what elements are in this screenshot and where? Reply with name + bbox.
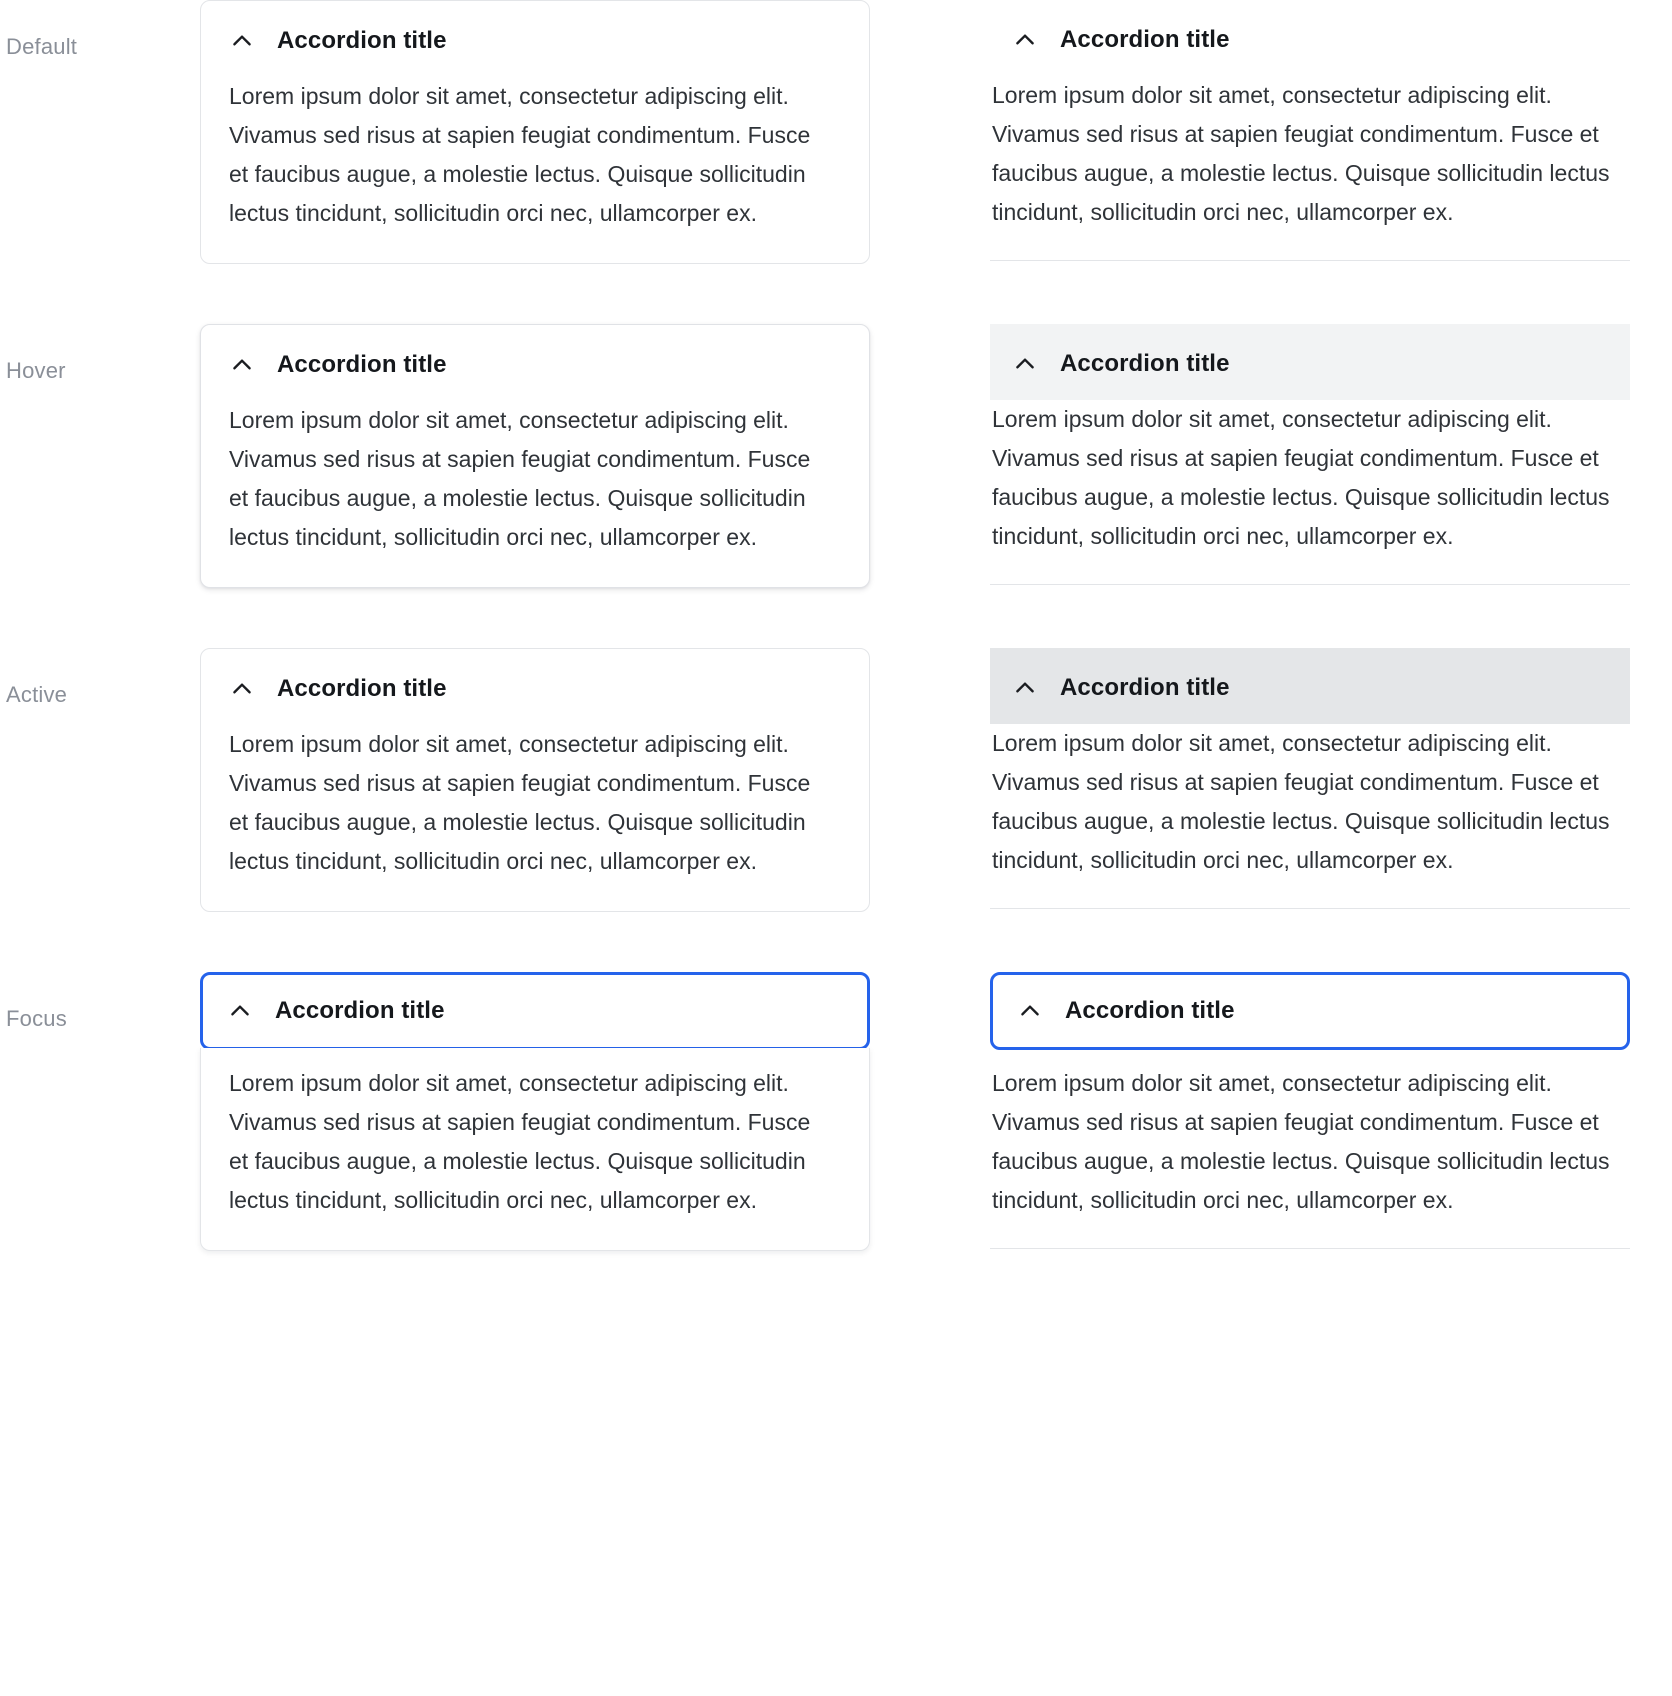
state-label-hover: Hover bbox=[6, 358, 66, 383]
accordion-title: Accordion title bbox=[277, 27, 447, 54]
state-label-default: Default bbox=[6, 34, 78, 59]
row-spacer bbox=[0, 912, 1672, 972]
chevron-up-icon bbox=[227, 998, 253, 1024]
accordion-body: Lorem ipsum dolor sit amet, consectetur adipiscing elit. Vivamus sed risus at sapien feugiat condimentum. Fusce et faucibus augue, a molestie lectus. Quisque sollicitudin lectus tincidunt, sollicitudin orci nec, ullamcorper ex. bbox=[992, 1070, 1610, 1213]
accordion-body: Lorem ipsum dolor sit amet, consectetur adipiscing elit. Vivamus sed risus at sapien feugiat condimentum. Fusce et faucibus augue, a molestie lectus. Quisque sollicitudin lectus tincidunt, sollicitudin orci nec, ullamcorper ex. bbox=[229, 83, 811, 226]
row-spacer bbox=[0, 588, 1672, 648]
accordion-header[interactable] bbox=[201, 325, 869, 401]
accordion-body-wrap bbox=[200, 1048, 870, 1251]
accordion-active-plain bbox=[990, 648, 1630, 909]
accordion-default-card bbox=[200, 0, 870, 264]
accordion-focus-card bbox=[200, 972, 870, 1251]
chevron-up-icon bbox=[229, 676, 255, 702]
accordion-title: Accordion title bbox=[1060, 26, 1230, 53]
accordion-body: Lorem ipsum dolor sit amet, consectetur adipiscing elit. Vivamus sed risus at sapien feugiat condimentum. Fusce et faucibus augue, a molestie lectus. Quisque sollicitudin lectus tincidunt, sollicitudin orci nec, ullamcorper ex. bbox=[229, 1070, 811, 1213]
accordion-header[interactable] bbox=[201, 1, 869, 77]
accordion-header[interactable] bbox=[993, 975, 1627, 1047]
accordion-title: Accordion title bbox=[1060, 350, 1230, 377]
chevron-up-icon bbox=[1012, 27, 1038, 53]
accordion-header[interactable] bbox=[990, 648, 1630, 724]
accordion-card bbox=[200, 972, 870, 1251]
state-row-default bbox=[0, 0, 1672, 264]
accordion-card bbox=[200, 324, 870, 588]
accordion-header[interactable] bbox=[990, 0, 1630, 76]
accordion-active-card bbox=[200, 648, 870, 912]
accordion-body: Lorem ipsum dolor sit amet, consectetur adipiscing elit. Vivamus sed risus at sapien feugiat condimentum. Fusce et faucibus augue, a molestie lectus. Quisque sollicitudin lectus tincidunt, sollicitudin orci nec, ullamcorper ex. bbox=[229, 407, 811, 550]
accordion-title: Accordion title bbox=[275, 997, 445, 1024]
state-row-hover bbox=[0, 324, 1672, 588]
chevron-up-icon bbox=[229, 352, 255, 378]
row-spacer bbox=[0, 264, 1672, 324]
accordion-title: Accordion title bbox=[277, 351, 447, 378]
chevron-up-icon bbox=[1017, 998, 1043, 1024]
state-label-active: Active bbox=[6, 682, 68, 707]
state-row-active bbox=[0, 648, 1672, 912]
accordion-header-focus-ring bbox=[990, 972, 1630, 1050]
accordion-plain bbox=[990, 324, 1630, 585]
accordion-title: Accordion title bbox=[1065, 997, 1235, 1024]
chevron-up-icon bbox=[229, 28, 255, 54]
accordion-body: Lorem ipsum dolor sit amet, consectetur adipiscing elit. Vivamus sed risus at sapien feugiat condimentum. Fusce et faucibus augue, a molestie lectus. Quisque sollicitudin lectus tincidunt, sollicitudin orci nec, ullamcorper ex. bbox=[992, 406, 1610, 549]
accordion-plain bbox=[990, 648, 1630, 909]
accordion-header-focus-ring bbox=[200, 972, 870, 1050]
accordion-hover-card bbox=[200, 324, 870, 588]
accordion-body: Lorem ipsum dolor sit amet, consectetur adipiscing elit. Vivamus sed risus at sapien feugiat condimentum. Fusce et faucibus augue, a molestie lectus. Quisque sollicitudin lectus tincidunt, sollicitudin orci nec, ullamcorper ex. bbox=[992, 730, 1610, 873]
accordion-header[interactable] bbox=[203, 975, 867, 1047]
accordion-plain bbox=[990, 972, 1630, 1249]
accordion-header[interactable] bbox=[201, 649, 869, 725]
state-label-focus: Focus bbox=[6, 1006, 67, 1031]
accordion-title: Accordion title bbox=[277, 675, 447, 702]
chevron-up-icon bbox=[1012, 351, 1038, 377]
accordion-hover-plain bbox=[990, 324, 1630, 585]
accordion-card bbox=[200, 648, 870, 912]
accordion-focus-plain bbox=[990, 972, 1630, 1249]
accordion-header[interactable] bbox=[990, 324, 1630, 400]
accordion-body: Lorem ipsum dolor sit amet, consectetur adipiscing elit. Vivamus sed risus at sapien feugiat condimentum. Fusce et faucibus augue, a molestie lectus. Quisque sollicitudin lectus tincidunt, sollicitudin orci nec, ullamcorper ex. bbox=[992, 82, 1610, 225]
accordion-default-plain bbox=[990, 0, 1630, 261]
accordion-body: Lorem ipsum dolor sit amet, consectetur adipiscing elit. Vivamus sed risus at sapien feugiat condimentum. Fusce et faucibus augue, a molestie lectus. Quisque sollicitudin lectus tincidunt, sollicitudin orci nec, ullamcorper ex. bbox=[229, 731, 811, 874]
accordion-card bbox=[200, 0, 870, 264]
state-row-focus bbox=[0, 972, 1672, 1251]
chevron-up-icon bbox=[1012, 675, 1038, 701]
accordion-plain bbox=[990, 0, 1630, 261]
accordion-title: Accordion title bbox=[1060, 674, 1230, 701]
